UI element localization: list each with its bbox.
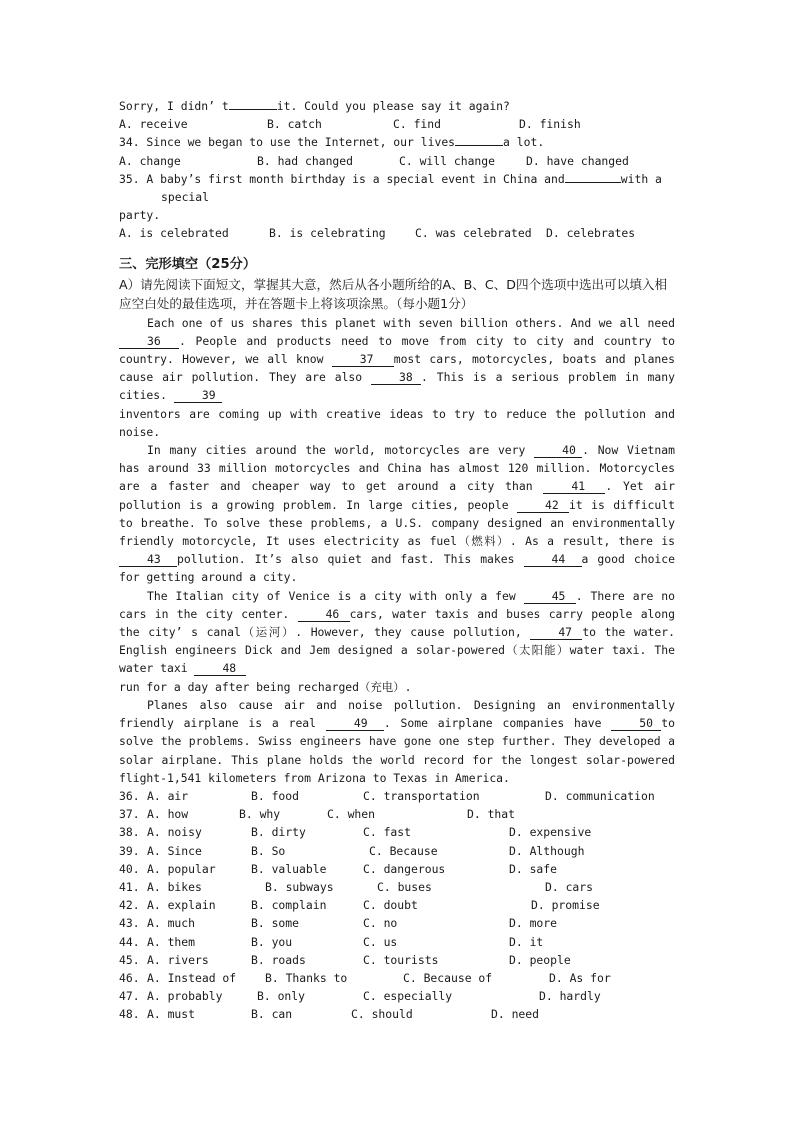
q33-stem-end: it. Could you please say it again? [276,99,510,113]
question-43-options [119,914,675,932]
option-c: C. find [393,117,442,132]
option-a: A. popular [147,861,216,876]
option-b: B. only [257,989,306,1004]
option-c: C. Because of [403,970,493,985]
question-38-options [119,823,675,841]
text-run: . Yet air pollution is a growing problem. In large cities, people [119,479,675,512]
question-45-options [119,951,675,969]
option-d: D. hardly [539,989,601,1004]
option-c: C. doubt [363,898,418,913]
option-a: A. must [147,1007,196,1022]
q34-stem-start: 34. Since we began to use the Internet, our lives [119,135,456,150]
question-34-stem [119,133,675,151]
question-number: 45. [119,952,140,967]
blank-46: 46 [298,607,350,622]
passage-paragraph-4 [119,696,675,787]
option-c: C. was celebrated [415,226,532,241]
blank-39: 39 [174,388,222,403]
blank-36: 36 [119,334,179,349]
text-run: inventors are coming up with creative ideas to try to reduce the pollution and noise. [119,406,675,439]
option-d: D. need [491,1007,540,1022]
option-a: A. Since [147,843,202,858]
text-run: . There are no cars in the city center. [119,588,675,621]
question-number: 47. [119,989,140,1004]
option-c: C. us [363,934,398,949]
option-b: B. Thanks to [265,970,348,985]
option-b: B. had changed [257,153,354,168]
option-c: C. Because [369,843,438,858]
question-35-options [119,224,675,242]
blank-50: 50 [611,716,661,731]
option-b: B. complain [251,898,327,913]
option-b: B. valuable [251,861,327,876]
passage-paragraph-2 [119,441,675,587]
text-run: to the water. English engineers Dick and Jem designed a solar-powered（太阳能）water taxi. The water taxi [119,625,675,676]
question-47-options [119,987,675,1005]
option-d: D. As for [549,970,611,985]
q35-stem-tail: party. [119,208,161,223]
question-46-options [119,969,675,987]
option-c: C. especially [363,989,453,1004]
option-b: B. roads [251,952,306,967]
question-39-options [119,842,675,860]
text-run: The Italian city of Venice is a city with only a few [147,588,524,603]
question-number: 41. [119,879,140,894]
question-number: 39. [119,843,140,858]
option-d: D. that [467,807,516,822]
option-a: A. receive [119,117,188,132]
option-c: C. fast [363,825,412,840]
question-48-options [119,1005,675,1023]
option-a: A. them [147,934,196,949]
section-instruction: A）请先阅读下面短文，掌握其大意，然后从各小题所给的A、B、C、D四个选项中选出可以填入相应空白处的最佳选项，并在答题卡上将该项涂黑。（每小题1分） [119,276,668,311]
question-37-options [119,805,675,823]
option-c: C. buses [377,879,432,894]
option-d: D. have changed [526,153,629,168]
text-run: it is difficult to breathe. To solve these problems, a U.S. company designed an environmentally friendly motorcycle, It uses electricity as fuel（燃料）. As a result, there is [119,497,675,549]
question-number: 38. [119,825,140,840]
q35-stem-wrap: special [161,190,210,205]
option-d: D. safe [509,861,558,876]
text-run: to solve the problems. Swiss engineers have gone one step further. They developed a solar airplane. This plane holds the world record for the longest solar-powered flight-1,541 kilometers from Arizona to Texas in America. [119,716,675,785]
question-options-list [119,787,675,1024]
option-d: D. it [509,934,544,949]
option-d: D. promise [531,898,600,913]
text-run: . This is a serious problem in many cities. [119,370,675,403]
question-number: 37. [119,807,140,822]
blank-42: 42 [517,498,569,513]
option-a: A. bikes [147,879,202,894]
question-number: 36. [119,788,140,803]
option-c: C. should [351,1007,413,1022]
option-d: D. expensive [509,825,592,840]
option-a: A. air [147,788,189,803]
option-b: B. is celebrating [269,226,386,241]
blank-49: 49 [326,716,384,731]
q33-stem-start: Sorry, I didn’ t [119,99,229,113]
text-run: In many cities around the world, motorcycles are very [147,443,535,458]
option-b: B. subways [265,879,334,894]
option-b: B. food [251,788,300,803]
question-41-options [119,878,675,896]
section-title: 三、完形填空（25分） [119,256,257,272]
option-d: D. cars [545,879,594,894]
blank-40: 40 [534,443,582,458]
option-b: B. why [239,807,281,822]
text-run: most cars, motorcycles, boats and planes cause air pollution. They are also [119,352,676,385]
option-d: D. people [509,952,571,967]
question-35-stem [119,170,675,188]
option-a: A. much [147,916,196,931]
option-a: A. explain [147,898,216,913]
text-run: run for a day after being recharged（充电）. [119,679,412,694]
question-33-options [119,115,675,133]
option-a: A. how [147,807,189,822]
answer-blank [455,145,503,146]
option-d: D. celebrates [546,226,636,241]
option-d: D. more [509,916,558,931]
blank-45: 45 [524,589,576,604]
question-40-options [119,860,675,878]
text-run: pollution. It’s also quiet and fast. This makes [177,552,524,567]
blank-37: 37 [332,352,394,367]
option-d: D. finish [519,117,581,132]
question-36-options [119,787,675,805]
text-run: . Some airplane companies have [383,716,612,731]
option-a: A. rivers [147,952,209,967]
text-run: . People and products need to move from city to city and country to country. However, we all know [119,333,675,367]
blank-48: 48 [194,661,246,676]
q34-stem-end: a lot. [503,135,545,150]
text-run: a good choice for getting around a city. [119,552,676,585]
question-number: 40. [119,861,140,876]
option-d: D. Although [509,843,585,858]
option-c: C. transportation [363,788,480,803]
q35-stem-end: with a [620,171,662,186]
exam-page [119,97,675,1024]
text-run: Each one of us shares this planet with seven billion others. And we all need [147,315,675,330]
option-a: A. Instead of [147,970,237,985]
question-42-options [119,896,675,914]
blank-38: 38 [371,370,421,385]
blank-44: 44 [524,552,582,567]
option-c: C. will change [399,153,496,168]
option-d: D. communication [545,788,655,803]
option-a: A. probably [147,989,223,1004]
option-b: B. some [251,916,300,931]
passage-paragraph-3 [119,587,675,696]
option-b: B. catch [267,117,322,132]
option-b: B. can [251,1007,293,1022]
option-a: A. change [119,153,181,168]
option-a: A. is celebrated [119,226,229,241]
blank-47: 47 [530,625,582,640]
q35-stem-start: 35. A baby’s first month birthday is a special event in China and [119,171,565,186]
option-c: C. tourists [363,952,439,967]
option-b: B. dirty [251,825,306,840]
question-number: 42. [119,898,140,913]
question-number: 44. [119,934,140,949]
text-run: cars, water taxis and buses carry people along the city’ s canal（运河）. However, they cause pollution, [119,606,675,640]
blank-43: 43 [119,552,177,567]
text-run: Planes also cause air and noise pollution. Designing an environmentally friendly airplane is a real [119,697,675,731]
question-number: 43. [119,916,140,931]
passage-paragraph-1 [119,314,675,441]
option-c: C. dangerous [363,861,446,876]
blank-41: 41 [543,479,605,494]
option-c: C. when [327,807,376,822]
answer-blank [565,182,621,183]
question-33-stem [119,97,675,115]
text-run: . Now Vietnam has around 33 million motorcycles and China has almost 120 million. Motorcycles are a faster and cheaper way to get around a city than [119,443,675,494]
option-b: B. So [251,843,286,858]
question-44-options [119,933,675,951]
question-number: 48. [119,1007,140,1022]
option-b: B. you [251,934,293,949]
answer-blank [229,109,277,110]
question-number: 46. [119,970,140,985]
question-34-options [119,152,675,170]
option-c: C. no [363,916,398,931]
option-a: A. noisy [147,825,202,840]
